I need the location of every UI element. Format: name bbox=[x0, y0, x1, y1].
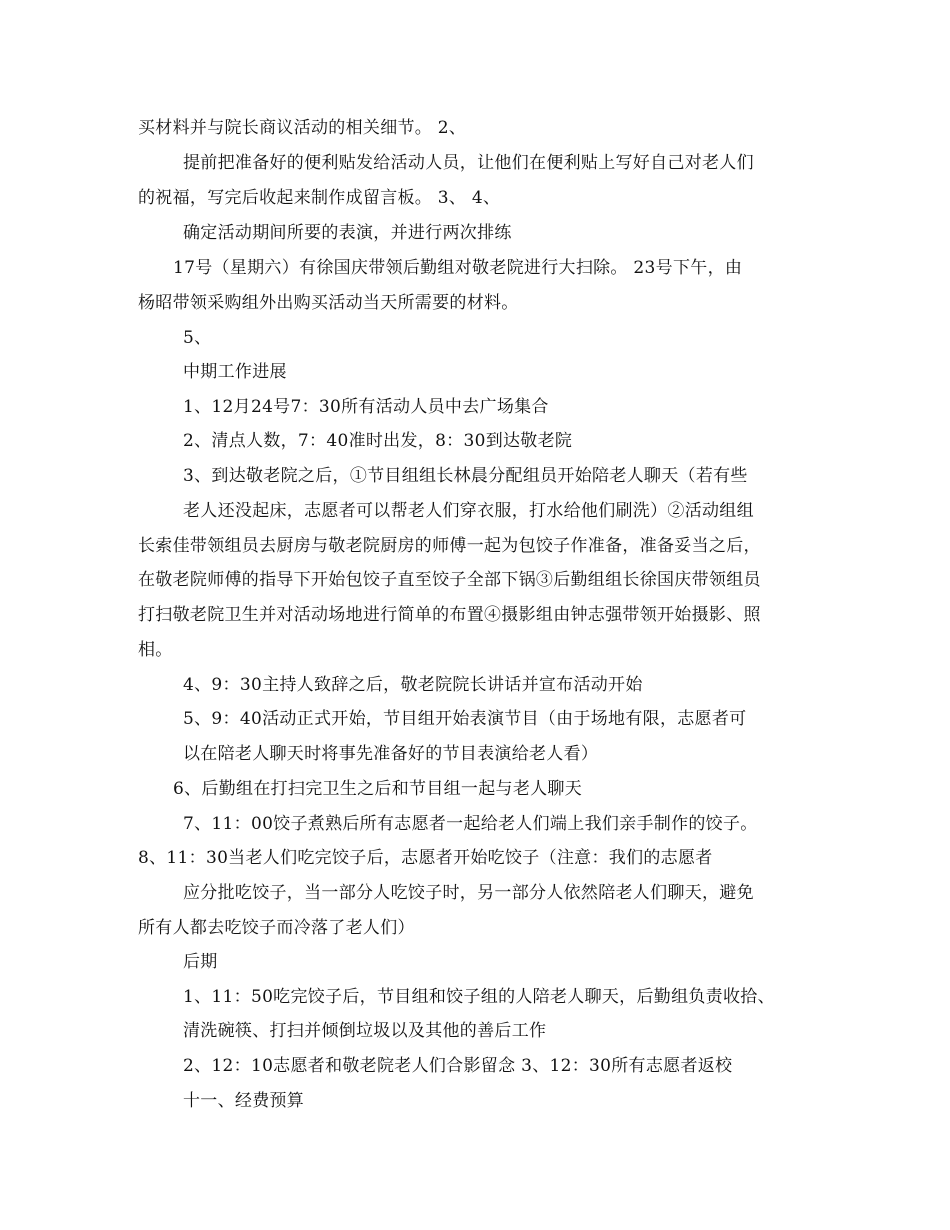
section-heading: 后期 bbox=[183, 952, 218, 972]
text-line: 在敬老院师傅的指导下开始包饺子直至饺子全部下锅③后勤组组长徐国庆带领组员 bbox=[138, 570, 761, 590]
text-line: 买材料并与院长商议活动的相关细节。 2、 bbox=[138, 118, 467, 138]
text-line: 的祝福，写完后收起来制作成留言板。 3、 4、 bbox=[138, 188, 501, 208]
text-line: 4、9：30主持人致辞之后，敬老院院长讲话并宣布活动开始 bbox=[183, 675, 643, 695]
text-line: 6、后勤组在打扫完卫生之后和节目组一起与老人聊天 bbox=[173, 779, 583, 799]
text-line: 1、11：50吃完饺子后，节目组和饺子组的人陪老人聊天，后勤组负责收拾、 bbox=[183, 987, 775, 1007]
text-line: 提前把准备好的便利贴发给活动人员，让他们在便利贴上写好自己对老人们 bbox=[183, 153, 754, 173]
text-line: 8、11：30当老人们吃完饺子后，志愿者开始吃饺子（注意：我们的志愿者 bbox=[138, 848, 713, 868]
text-line: 5、9：40活动正式开始，节目组开始表演节目（由于场地有限，志愿者可 bbox=[183, 709, 747, 729]
section-heading: 中期工作进展 bbox=[183, 362, 287, 382]
text-line: 2、清点人数，7：40准时出发，8：30到达敬老院 bbox=[183, 431, 573, 451]
text-line: 以在陪老人聊天时将事先准备好的节目表演给老人看） bbox=[183, 744, 599, 764]
text-line: 老人还没起床，志愿者可以帮老人们穿衣服，打水给他们刷洗）②活动组组 bbox=[183, 501, 754, 521]
text-line: 应分批吃饺子，当一部分人吃饺子时，另一部分人依然陪老人们聊天，避免 bbox=[183, 883, 754, 903]
text-line: 3、到达敬老院之后，①节目组组长林晨分配组员开始陪老人聊天（若有些 bbox=[183, 466, 748, 486]
text-line: 2、12：10志愿者和敬老院老人们合影留念 3、12：30所有志愿者返校 bbox=[183, 1056, 733, 1076]
text-line: 长索佳带领组员去厨房与敬老院厨房的师傅一起为包饺子作准备，准备妥当之后， bbox=[138, 536, 761, 556]
text-line: 5、 bbox=[183, 328, 212, 348]
text-line: 相。 bbox=[138, 640, 173, 660]
text-line: 1、12月24号7：30所有活动人员中去广场集合 bbox=[183, 397, 549, 417]
text-line: 所有人都去吃饺子而冷落了老人们） bbox=[138, 918, 415, 938]
text-line: 7、11：00饺子煮熟后所有志愿者一起给老人们端上我们亲手制作的饺子。 bbox=[183, 814, 758, 834]
text-line: 17号（星期六）有徐国庆带领后勤组对敬老院进行大扫除。 23号下午，由 bbox=[173, 258, 743, 278]
text-line: 打扫敬老院卫生并对活动场地进行简单的布置④摄影组由钟志强带领开始摄影、照 bbox=[138, 605, 761, 625]
text-line: 清洗碗筷、打扫并倾倒垃圾以及其他的善后工作 bbox=[183, 1021, 547, 1041]
text-line: 杨昭带领采购组外出购买活动当天所需要的材料。 bbox=[138, 293, 519, 313]
section-heading: 十一、经费预算 bbox=[183, 1091, 305, 1111]
text-line: 确定活动期间所要的表演，并进行两次排练 bbox=[183, 223, 512, 243]
